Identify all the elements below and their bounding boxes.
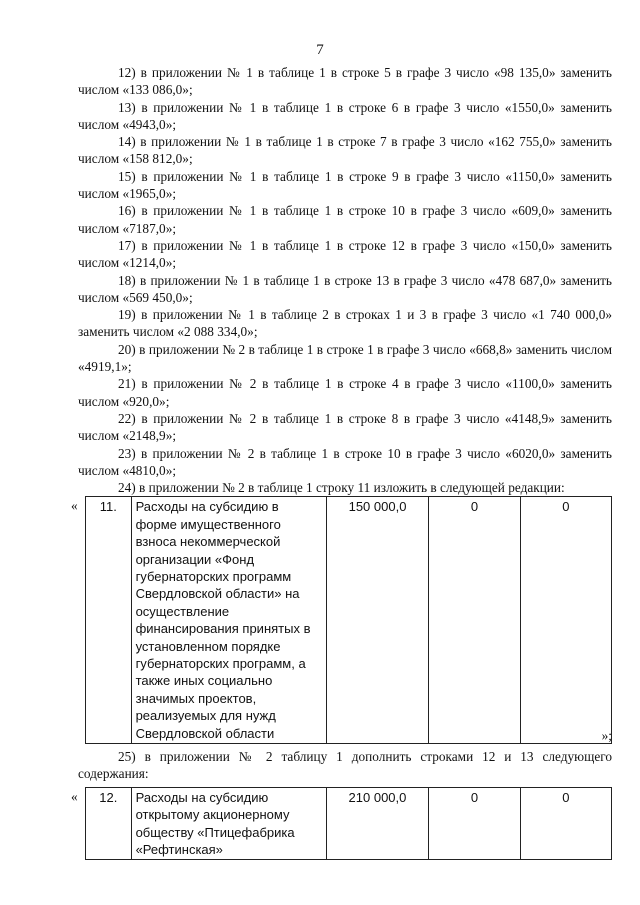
row-value-col5: 0 <box>520 497 611 744</box>
amendment-item-20: 20) в приложении № 2 в таблице 1 в строке 1 в графе 3 число «668,8» заменить числом «4919,1»; <box>78 341 612 375</box>
table-row-11-block <box>71 496 612 744</box>
amendment-item-25: 25) в приложении № 2 таблицу 1 дополнить строками 12 и 13 следующего содержания: <box>78 749 612 782</box>
row-description: Расходы на субсидию открытому акционерному обществу «Птицефабрика «Рефтинская» <box>131 787 326 860</box>
table-row <box>86 497 612 744</box>
amendment-item-24: 24) в приложении № 2 в таблице 1 строку 11 изложить в следующей редакции: <box>118 480 565 496</box>
open-quote: « <box>71 498 78 514</box>
open-quote: « <box>71 788 78 804</box>
row-number: 12. <box>86 787 132 860</box>
close-quote: »; <box>601 727 612 743</box>
amendment-item-21: 21) в приложении № 2 в таблице 1 в строке 4 в графе 3 число «1100,0» заменить числом «920,0»; <box>78 376 612 409</box>
row-description: Расходы на субсидию в форме имущественного взноса некоммерческой организации «Фонд губернаторских программ Свердловской области» на осуществление финансирования принятых в установленном порядке губернаторских программ, а также иных социально значимых проектов, реализуемых для нужд Свердловской области <box>131 497 326 744</box>
amendment-item-22: 22) в приложении № 2 в таблице 1 в строке 8 в графе 3 число «4148,9» заменить числом «2148,9»; <box>78 410 612 444</box>
amendment-item-15: 15) в приложении № 1 в таблице 1 в строке 9 в графе 3 число «1150,0» заменить числом «1965,0»; <box>78 168 612 202</box>
row-value-col5: 0 <box>520 787 611 860</box>
table-row-12 <box>85 787 612 861</box>
amendment-item-18: 18) в приложении № 1 в таблице 1 в строке 13 в графе 3 число «478 687,0» заменить числом «569 450,0»; <box>78 272 612 305</box>
row-number: 11. <box>86 497 132 744</box>
amendment-item-19: 19) в приложении № 1 в таблице 2 в строках 1 и 3 в графе 3 число «1 740 000,0» заменить числом «2 088 334,0»; <box>78 307 612 340</box>
amendment-item-13: 13) в приложении № 1 в таблице 1 в строке 6 в графе 3 число «1550,0» заменить числом «4943,0»; <box>78 99 612 132</box>
row-value-col3: 150 000,0 <box>326 497 429 744</box>
amendment-item-14: 14) в приложении № 1 в таблице 1 в строке 7 в графе 3 число «162 755,0» заменить числом «158 812,0»; <box>78 134 612 167</box>
document-body <box>71 64 612 860</box>
table-row-11 <box>85 496 612 744</box>
table-row <box>86 787 612 860</box>
amendment-item-16: 16) в приложении № 1 в таблице 1 в строке 10 в графе 3 число «609,0» заменить числом «7187,0»; <box>78 203 612 236</box>
amendment-item-12: 12) в приложении № 1 в таблице 1 в строке 5 в графе 3 число «98 135,0» заменить числом «133 086,0»; <box>78 65 612 98</box>
row-value-col4: 0 <box>429 497 520 744</box>
page-number: 7 <box>316 42 324 58</box>
amendment-item-17: 17) в приложении № 1 в таблице 1 в строке 12 в графе 3 число «150,0» заменить числом «1214,0»; <box>78 237 612 271</box>
row-value-col3: 210 000,0 <box>326 787 429 860</box>
amendment-item-23: 23) в приложении № 2 в таблице 1 в строке 10 в графе 3 число «6020,0» заменить числом «4810,0»; <box>78 445 612 478</box>
row-value-col4: 0 <box>429 787 520 860</box>
table-row-12-block <box>71 787 612 861</box>
